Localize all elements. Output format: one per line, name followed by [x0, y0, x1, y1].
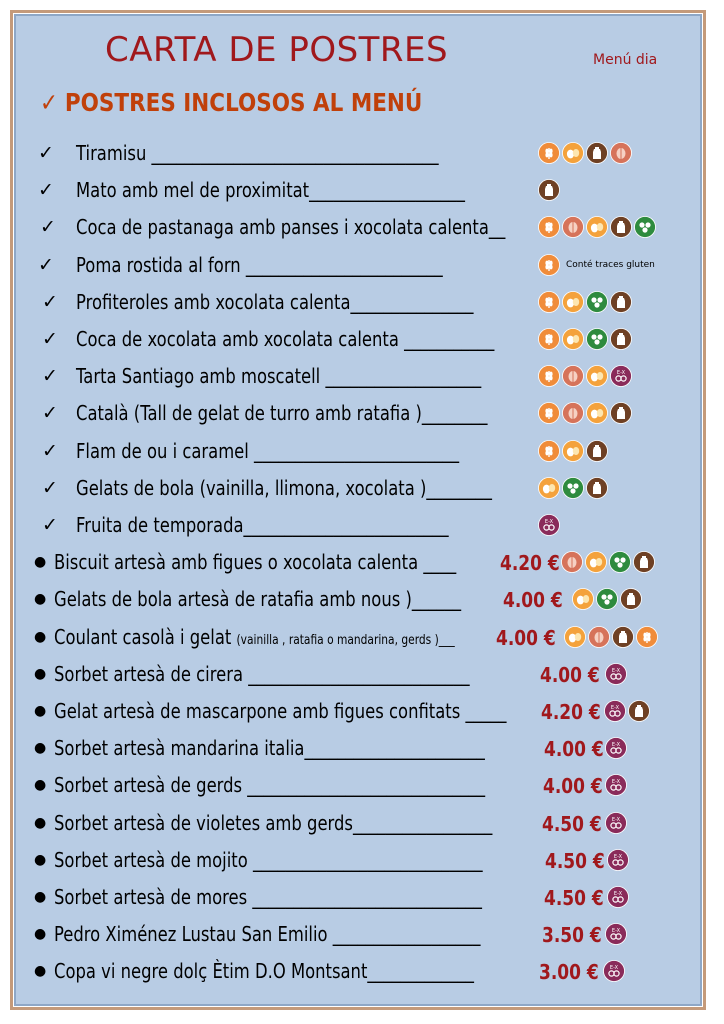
menu-item: [0, 434, 724, 470]
allergen-free-icon: [604, 700, 626, 722]
item-text: Gelats de bola artesà de ratafia amb nous )______: [54, 587, 462, 612]
allergen-icons: [605, 737, 627, 759]
menu-item: [0, 731, 724, 767]
allergen-free-icon: [605, 737, 627, 759]
gluten-icon: [538, 328, 560, 350]
gluten-icon: [538, 402, 560, 424]
item-name: [76, 475, 492, 501]
item-price: 4.50 €: [545, 848, 605, 873]
menu-item: [0, 582, 724, 618]
menu-item: [0, 806, 724, 842]
item-detail: (vainilla , ratafia o mandarina, gerds )___: [236, 632, 455, 648]
milk-icon: [586, 440, 608, 462]
item-name: [54, 958, 474, 984]
item-name: [76, 252, 443, 278]
section-heading: [40, 88, 422, 117]
allergen-free-icon: [603, 960, 625, 982]
svg-text:E-X: E-X: [613, 891, 623, 897]
bullet-icon: ●: [34, 814, 47, 831]
allergen-icons: [538, 179, 560, 201]
item-text: Coulant casolà i gelat: [54, 624, 232, 649]
allergen-icons: [538, 402, 632, 424]
item-name: [54, 624, 455, 654]
item-name: [76, 289, 474, 315]
bullet-icon: ●: [34, 628, 47, 645]
allergen-free-icon: [605, 923, 627, 945]
egg-icon: [572, 588, 594, 610]
allergen-icons: [538, 477, 608, 499]
check-icon: ✓: [40, 88, 59, 117]
svg-text:E-X: E-X: [611, 667, 621, 674]
gluten-icon: [538, 216, 560, 238]
egg-icon: [585, 551, 607, 573]
nuts-icon: [588, 626, 610, 648]
milk-icon: [610, 328, 632, 350]
item-name: [76, 214, 505, 240]
item-price: 4.20 €: [500, 551, 560, 576]
item-text: Sorbet artesà de mojito ____________________________: [54, 847, 483, 872]
gluten-icon: [538, 440, 560, 462]
item-name: [54, 847, 483, 873]
bullet-icon: ●: [34, 889, 47, 905]
allergen-icons: [607, 886, 629, 908]
svg-text:E-X: E-X: [611, 742, 621, 749]
egg-icon: [562, 142, 584, 164]
nuts-icon: [562, 402, 584, 424]
section-title: POSTRES INCLOSOS AL MENÚ: [64, 88, 423, 117]
menu-item: [0, 173, 724, 209]
item-text: Gelats de bola (vainilla, llimona, xocolata )________: [76, 475, 492, 500]
nuts-icon: [610, 142, 632, 164]
item-text: Tarta Santiago amb moscatell ___________________: [76, 364, 482, 389]
item-text: Coca de xocolata amb xocolata calenta ___________: [76, 327, 495, 351]
allergen-icons: [538, 216, 656, 238]
item-text: Coca de pastanaga amb panses i xocolata calenta__: [76, 215, 506, 240]
svg-text:E-X: E-X: [611, 928, 621, 935]
page-title: CARTA DE POSTRES: [105, 30, 449, 70]
item-text: Sorbet artesà de gerds _____________________________: [54, 773, 486, 798]
check-icon: ✓: [42, 402, 58, 425]
bullet-icon: ●: [34, 963, 47, 980]
bullet-icon: ●: [34, 591, 47, 608]
item-name: [76, 363, 481, 389]
menu-item: [0, 322, 724, 358]
item-text: Flam de ou i caramel _________________________: [76, 438, 460, 463]
menu-item: [0, 880, 724, 916]
check-icon: ✓: [42, 290, 58, 313]
menu-item: [0, 954, 724, 990]
allergen-free-icon: [538, 514, 560, 536]
bullet-icon: ●: [34, 740, 47, 757]
item-name: [54, 586, 461, 612]
egg-icon: [562, 440, 584, 462]
allergen-icons: [538, 328, 632, 350]
menu-item: [0, 620, 724, 656]
menu-item: [0, 210, 724, 246]
nuts-icon: [561, 551, 583, 573]
milk-icon: [620, 588, 642, 610]
soy-icon: [596, 588, 618, 610]
check-icon: ✓: [42, 514, 58, 536]
check-icon: ✓: [42, 476, 58, 499]
menu-dia-label: Menú dia: [593, 52, 658, 68]
item-text: Sorbet artesà de mores ____________________________: [54, 885, 483, 909]
egg-icon: [586, 216, 608, 238]
item-name: [54, 735, 485, 761]
item-text: Català (Tall de gelat de turro amb ratafia )________: [76, 401, 488, 426]
soy-icon: [562, 477, 584, 499]
egg-icon: [538, 477, 560, 499]
item-name: [54, 810, 492, 836]
allergen-icons: [572, 588, 642, 610]
egg-icon: [562, 328, 584, 350]
allergen-icons: [605, 923, 627, 945]
menu-item: [0, 285, 724, 321]
egg-icon: [586, 365, 608, 387]
milk-icon: [586, 477, 608, 499]
svg-text:E-X: E-X: [611, 816, 621, 823]
item-price: 4.20 €: [541, 700, 601, 724]
item-name: [76, 177, 465, 203]
milk-icon: [633, 551, 655, 573]
item-price: 3.00 €: [539, 960, 599, 985]
svg-text:E-X: E-X: [616, 370, 626, 377]
item-price: 4.00 €: [543, 774, 603, 799]
allergen-free-icon: [607, 886, 629, 908]
item-text: Pedro Ximénez Lustau San Emilio __________________: [54, 922, 481, 947]
item-price: 4.50 €: [542, 811, 602, 836]
item-price: 4.00 €: [540, 662, 600, 687]
allergen-icons: [607, 849, 629, 871]
allergen-free-icon: [610, 365, 632, 387]
allergen-icons: [538, 291, 632, 313]
menu-item: [0, 545, 724, 581]
allergen-icons: [603, 960, 625, 982]
allergen-icons: [605, 663, 627, 685]
item-text: Mato amb mel de proximitat___________________: [76, 178, 465, 203]
item-name: [76, 438, 459, 464]
bullet-icon: ●: [34, 851, 47, 868]
milk-icon: [610, 216, 632, 238]
soy-icon: [586, 328, 608, 350]
allergen-icons: [605, 774, 627, 796]
menu-item: [0, 396, 724, 432]
menu-item: [0, 471, 724, 507]
item-text: Sorbet artesà de cirera ___________________________: [54, 661, 470, 686]
allergen-icons: [564, 626, 658, 648]
item-name: [54, 884, 482, 910]
menu-item: [0, 248, 724, 284]
check-icon: ✓: [42, 439, 58, 462]
check-icon: ✓: [40, 216, 56, 239]
menu-item: [0, 917, 724, 953]
menu-item: [0, 359, 724, 395]
item-name: [76, 512, 449, 538]
gluten-icon: [538, 142, 560, 164]
item-name: [54, 772, 485, 798]
menu-item: [0, 508, 724, 544]
milk-icon: [610, 291, 632, 313]
milk-icon: [612, 626, 634, 648]
item-name: [54, 921, 480, 947]
check-icon: ✓: [42, 328, 58, 350]
item-price: 4.00 €: [503, 588, 563, 613]
svg-text:E-X: E-X: [544, 519, 554, 525]
bullet-icon: ●: [34, 665, 47, 682]
milk-icon: [610, 402, 632, 424]
menu-item: [0, 694, 724, 730]
egg-icon: [562, 291, 584, 313]
check-icon: ✓: [38, 253, 54, 276]
svg-text:E-X: E-X: [613, 853, 623, 860]
milk-icon: [628, 700, 650, 722]
item-name: [54, 661, 470, 687]
allergen-icons: [604, 700, 650, 722]
bullet-icon: ●: [34, 926, 47, 943]
allergen-icons: [538, 254, 560, 276]
egg-icon: [586, 402, 608, 424]
gluten-icon: [538, 291, 560, 313]
item-name: [76, 326, 494, 352]
soy-icon: [609, 551, 631, 573]
item-text: Fruita de temporada_________________________: [76, 513, 449, 537]
item-text: Sorbet artesà mandarina italia______________________: [54, 736, 485, 761]
milk-icon: [586, 142, 608, 164]
item-text: Profiteroles amb xocolata calenta_______________: [76, 289, 474, 314]
allergen-icons: [538, 142, 632, 164]
gluten-icon: [636, 626, 658, 648]
bullet-icon: ●: [34, 554, 47, 571]
allergen-free-icon: [605, 774, 627, 796]
bullet-icon: ●: [34, 703, 47, 719]
item-text: Tiramisu ___________________________________: [76, 141, 439, 165]
item-name: [76, 400, 487, 426]
menu-item: [0, 768, 724, 804]
menu-item: [0, 657, 724, 693]
svg-text:E-X: E-X: [609, 965, 619, 972]
allergen-free-icon: [605, 812, 627, 834]
bullet-icon: ●: [34, 777, 47, 794]
gluten-icon: [538, 254, 560, 276]
menu-item: [0, 136, 724, 172]
allergen-icons: [538, 365, 632, 387]
allergen-icons: [538, 440, 608, 462]
item-price: 3.50 €: [542, 923, 602, 948]
svg-text:E-X: E-X: [611, 779, 621, 786]
allergen-free-icon: [605, 663, 627, 685]
nuts-icon: [562, 365, 584, 387]
item-name: [54, 549, 456, 575]
item-text: Copa vi negre dolç Ètim D.O Montsant_____________: [54, 959, 474, 984]
egg-icon: [564, 626, 586, 648]
check-icon: ✓: [42, 365, 58, 388]
item-note: Conté traces gluten: [566, 259, 655, 270]
svg-text:E-X: E-X: [610, 705, 620, 711]
item-text: Gelat artesà de mascarpone amb figues confitats _____: [54, 699, 507, 723]
item-name: [76, 140, 439, 166]
check-icon: ✓: [38, 179, 54, 202]
item-text: Biscuit artesà amb figues o xocolata calenta ____: [54, 550, 457, 575]
allergen-icons: [605, 812, 627, 834]
item-name: [54, 698, 506, 724]
nuts-icon: [562, 216, 584, 238]
soy-icon: [586, 291, 608, 313]
soy-icon: [634, 216, 656, 238]
item-text: Sorbet artesà de violetes amb gerds_________________: [54, 810, 493, 835]
allergen-free-icon: [607, 849, 629, 871]
item-text: Poma rostida al forn ________________________: [76, 252, 443, 277]
allergen-icons: [561, 551, 655, 573]
item-price: 4.00 €: [496, 625, 556, 650]
menu-item: [0, 843, 724, 879]
gluten-icon: [538, 365, 560, 387]
item-price: 4.50 €: [544, 886, 604, 910]
milk-icon: [538, 179, 560, 201]
check-icon: ✓: [38, 142, 54, 164]
allergen-icons: [538, 514, 560, 536]
item-price: 4.00 €: [544, 737, 604, 762]
